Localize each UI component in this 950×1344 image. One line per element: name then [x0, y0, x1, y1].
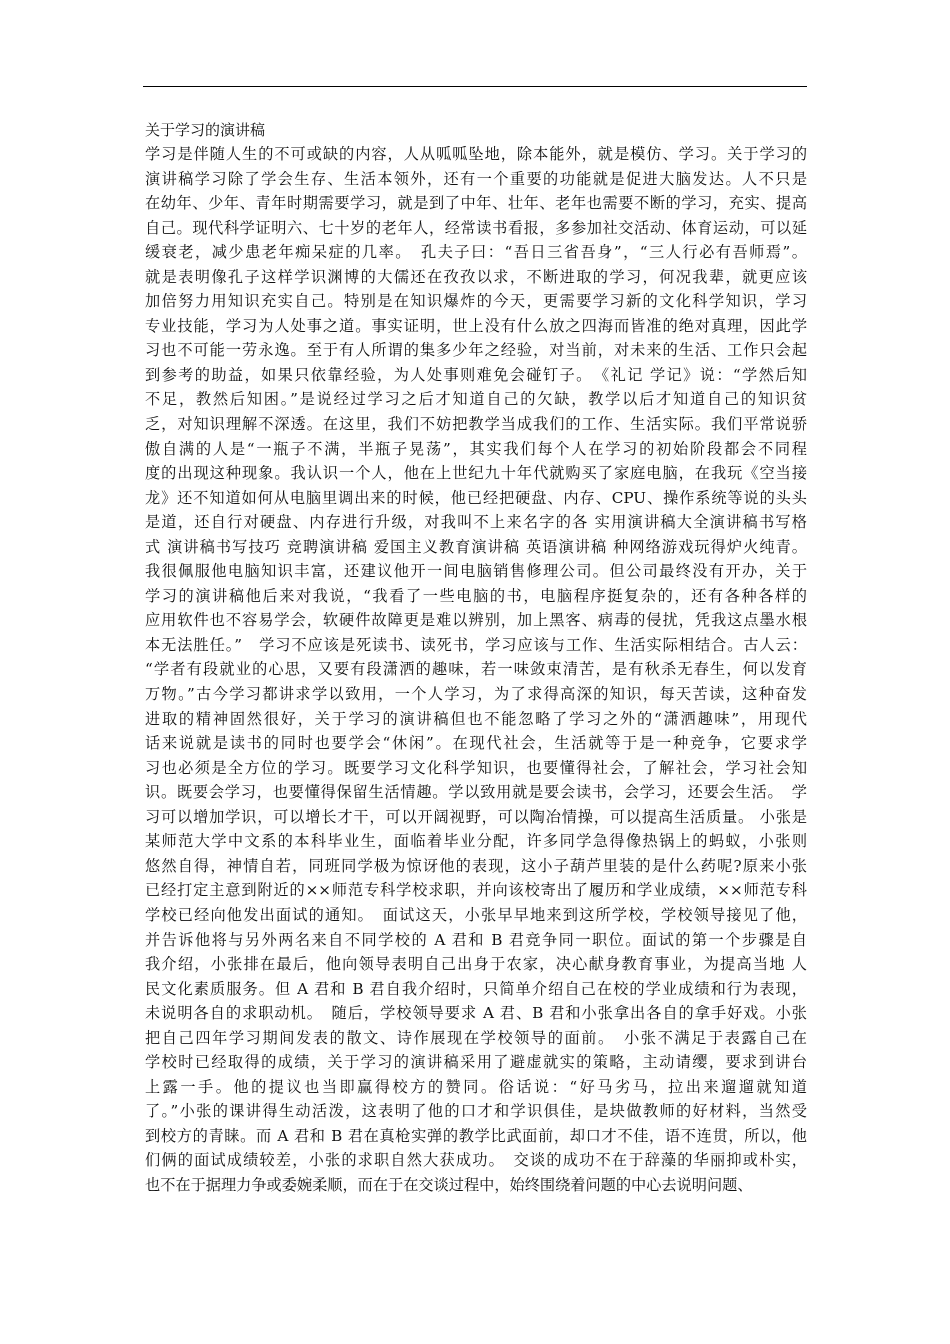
body-text-line: 专业技能，学习为人处事之道。事实证明，世上没有什么放之四海而皆准的绝对真理，因此学 [145, 316, 807, 335]
document-title: 关于学习的演讲稿 [145, 121, 266, 139]
document-body [145, 142, 807, 1198]
body-text-line: 缓衰老，减少患老年痴呆症的几率。 孔夫子曰：“吾日三省吾身”，“三人行必有吾师焉”。 [145, 243, 807, 262]
body-text-line: 自己。现代科学证明六、七十岁的老年人，经常读书看报，多参加社交活动、体育运动，可以延 [145, 218, 807, 237]
body-text-line: 已经打定主意到附近的××师范专科学校求职，并向该校寄出了履历和学业成绩，××师范专科 [145, 881, 807, 900]
body-text-line: 习也不可能一劳永逸。至于有人所谓的集多少年之经验，对当前，对未来的生活、工作只会起 [145, 341, 807, 360]
body-text-line: 度的出现这种现象。我认识一个人，他在上世纪九十年代就购买了家庭电脑，在我玩《空当接 [145, 464, 807, 483]
body-text-line: 本无法胜任。” 学习不应该是死读书、读死书，学习应该与工作、生活实际相结合。古人云： [145, 635, 807, 654]
body-text-line: 学习是伴随人生的不可或缺的内容，人从呱呱坠地，除本能外，就是模仿、学习。关于学习的 [145, 145, 807, 163]
body-text-line: 龙》还不知道如何从电脑里调出来的时候，他已经把硬盘、内存、CPU、操作系统等说的头头 [145, 488, 807, 507]
body-text-line: 悠然自得，神情自若，同班同学极为惊讶他的表现，这小子葫芦里装的是什么药呢?原来小张 [145, 856, 807, 875]
body-text-line: 加倍努力用知识充实自己。特别是在知识爆炸的今天，更需要学习新的文化科学知识，学习 [145, 292, 807, 311]
body-text-line: 并告诉他将与另外两名来自不同学校的 A 君和 B 君竞争同一职位。面试的第一个步骤是自 [145, 930, 807, 949]
body-text-line: 上露一手。他的提议也当即赢得校方的赞同。俗话说：“好马劣马，拉出来遛遛就知道 [145, 1077, 807, 1096]
body-text-line: 识。既要会学习，也要懂得保留生活情趣。学以致用就是要会读书，会学习，还要会生活。 学 [145, 783, 807, 802]
body-text-line: 习也必须是全方位的学习。既要学习文化科学知识，也要懂得社会，了解社会，学习社会知 [145, 758, 807, 777]
body-text-line: 们俩的面试成绩较差，小张的求职自然大获成功。 交谈的成功不在于辞藻的华丽抑或朴实， [145, 1151, 807, 1170]
body-text-line: 到参考的助益，如果只依靠经验，为人处事则难免会碰钉子。 《礼记 学记》说：“学然后知 [145, 365, 807, 384]
header-rule [143, 86, 807, 87]
body-text-line: 也不在于据理力争或委婉柔顺，而在于在交谈过程中，始终围绕着问题的中心去说明问题、 [145, 1175, 753, 1194]
body-text-line: 某师范大学中文系的本科毕业生，面临着毕业分配，许多同学急得像热锅上的蚂蚁，小张则 [145, 832, 807, 851]
body-text-line: 傲自满的人是“一瓶子不满，半瓶子晃荡”，其实我们每个人在学习的初始阶段都会不同程 [145, 439, 807, 458]
body-text-line: 我介绍，小张排在最后，他向领导表明自己出身于农家，决心献身教育事业，为提高当地 人 [145, 955, 807, 974]
body-text-line: 不足，教然后知困。”是说经过学习之后才知道自己的欠缺，教学以后才知道自己的知识贫 [145, 390, 807, 409]
body-text-line: 把自己四年学习期间发表的散文、诗作展现在学校领导的面前。 小张不满足于表露自己在 [145, 1028, 807, 1047]
body-text-line: 演讲稿学习除了学会生存、生活本领外，还有一个重要的功能就是促进大脑发达。人不只是 [145, 169, 807, 188]
body-text-line: 话来说就是读书的同时也要学会“休闲”。在现代社会，生活就等于是一种竞争，它要求学 [145, 734, 807, 753]
body-text-line: 了。”小张的课讲得生动活泼，这表明了他的口才和学识俱佳，是块做教师的好材料，当然受 [145, 1102, 807, 1121]
body-text-line: 习可以增加学识，可以增长才干，可以开阔视野，可以陶冶情操，可以提高生活质量。 小张是 [145, 807, 807, 826]
body-text-line: 民文化素质服务。但 A 君和 B 君自我介绍时，只简单介绍自己在校的学业成绩和行为表现， [145, 979, 807, 998]
body-text-line: 乏，对知识理解不深透。在这里，我们不妨把教学当成我们的工作、生活实际。我们平常说骄 [145, 415, 807, 434]
body-text-line: “学者有段就业的心思，又要有段潇洒的趣味，若一味敛束清苦，是有秋杀无春生，何以发育 [145, 660, 807, 679]
body-text-line: 就是表明像孔子这样学识渊博的大儒还在孜孜以求，不断进取的学习，何况我辈，就更应该 [145, 267, 807, 286]
body-text-line: 式 演讲稿书写技巧 竞聘演讲稿 爱国主义教育演讲稿 英语演讲稿 种网络游戏玩得炉火纯青。 [145, 537, 807, 556]
body-text-line: 我很佩服他电脑知识丰富，还建议他开一间电脑销售修理公司。但公司最终没有开办，关于 [145, 562, 807, 581]
body-text-line: 应用软件也不容易学会，软硬件故障更是难以辨别，加上黑客、病毒的侵扰，凭我这点墨水根 [145, 611, 807, 630]
body-text-line: 学习的演讲稿他后来对我说，“我看了一些电脑的书，电脑程序挺复杂的，还有各种各样的 [145, 586, 807, 605]
body-text-line: 未说明各自的求职动机。 随后，学校领导要求 A 君、B 君和小张拿出各自的拿手好戏。小张 [145, 1004, 807, 1023]
body-text-line: 万物。”古今学习都讲求学以致用，一个人学习，为了求得高深的知识，每天苦读，这种奋发 [145, 685, 807, 704]
body-text-line: 在幼年、少年、青年时期需要学习，就是到了中年、壮年、老年也需要不断的学习，充实、提高 [145, 194, 807, 213]
body-text-line: 到校方的青睐。而 A 君和 B 君在真枪实弹的教学比武面前，却口才不佳，语不连贯，所以，他 [145, 1126, 807, 1145]
body-text-line: 学校时已经取得的成绩，关于学习的演讲稿采用了避虚就实的策略，主动请缨，要求到讲台 [145, 1053, 807, 1072]
body-text-line: 学校已经向他发出面试的通知。 面试这天，小张早早地来到这所学校，学校领导接见了他， [145, 905, 807, 924]
body-text-line: 进取的精神固然很好，关于学习的演讲稿但也不能忽略了学习之外的“潇洒趣味”，用现代 [145, 709, 807, 728]
body-text-line: 是道，还自行对硬盘、内存进行升级，对我叫不上来名字的各 实用演讲稿大全演讲稿书写格 [145, 513, 807, 532]
